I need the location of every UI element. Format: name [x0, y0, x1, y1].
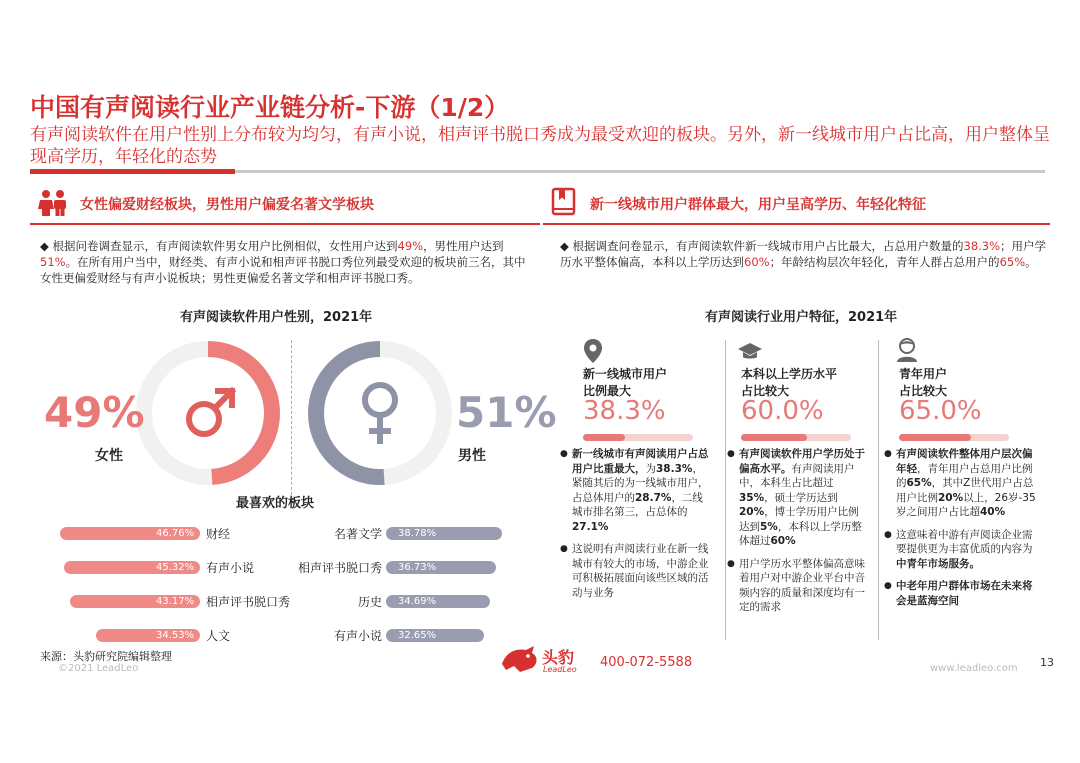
favorite-bar-value: 34.53% — [156, 630, 195, 641]
favorite-bar-row — [60, 561, 280, 574]
list-item: ● 有声阅读软件整体用户层次偏年轻，青年用户占总用户比例的65%，其中Z世代用户占总用户比例20%以上，26岁-35岁之间用户占比超40% — [884, 448, 1036, 518]
features-chart-title: 有声阅读行业用户特征，2021年 — [705, 310, 898, 325]
list-item: ● 有声阅读软件用户学历处于偏高水平。有声阅读用户中，本科生占比超过35%，硕士学历达到20%，博士学历用户比例达到5%，本科以上学历整体超过60% — [727, 448, 865, 547]
right-section-title: 新一线城市用户群体最大，用户呈高学历、年轻化特征 — [590, 197, 926, 213]
favorite-bar-label: 相声评书脱口秀 — [297, 561, 382, 575]
male-percentage: 51% — [456, 388, 557, 437]
favorite-bar-value: 34.69% — [398, 596, 437, 607]
favorite-bar-row — [280, 561, 540, 574]
feature-1-details — [560, 447, 710, 608]
favorite-bar-label: 历史 — [357, 595, 382, 609]
donut-divider — [291, 340, 292, 500]
feature-1-title: 新一线城市用户 比例最大 — [583, 367, 668, 398]
brand-name-en: LeadLeo — [543, 665, 577, 674]
left-intro-text: ◆ 根据问卷调查显示，有声阅读软件男女用户比例相似，女性用户达到49%，男性用户达到51%。在所有用户当中，财经类、有声小说和相声评书脱口秀位列最受欢迎的板块前三名，其中女性更偏爱财经与有声小说板块；男性更偏爱名著文学和相声评书脱口秀。 — [40, 239, 526, 285]
favorite-bar-row — [60, 629, 280, 642]
title-accent-bar — [30, 169, 235, 174]
left-section-title: 女性偏爱财经板块，男性用户偏爱名著文学板块 — [80, 197, 374, 213]
right-section-underline — [543, 223, 1050, 225]
page-subtitle: 有声阅读软件在用户性别上分布较为均匀，有声小说，相声评书脱口秀成为最受欢迎的板块。另外，新一线城市用户占比高，用户整体呈现高学历，年轻化的态势 — [30, 125, 1050, 167]
feature-2-title: 本科以上学历水平 占比较大 — [741, 367, 838, 398]
feature-2-progress — [741, 434, 851, 441]
favorite-bar-label: 有声小说 — [206, 561, 255, 575]
website-url: www.leadleo.com — [930, 663, 1018, 674]
favorite-bar-label: 相声评书脱口秀 — [206, 595, 291, 609]
favorite-bar-value: 38.78% — [398, 528, 437, 539]
favorite-bar-row — [60, 595, 291, 609]
location-pin-icon — [583, 338, 603, 368]
feature-1-percentage: 38.3% — [583, 396, 666, 426]
favorite-bar-row — [280, 595, 540, 608]
favorite-title: 最喜欢的板块 — [236, 496, 315, 511]
title-divider — [235, 170, 1045, 173]
male-favorite-bars — [280, 527, 540, 647]
list-item: ● 用户学历水平整体偏高意味着用户对中游企业平台中音频内容的质量和深度均有一定的需求 — [727, 557, 865, 613]
female-favorite-bars — [60, 527, 291, 647]
favorite-bar-value: 43.17% — [156, 596, 195, 607]
male-label: 男性 — [458, 448, 486, 464]
contact-phone: 400-072-5588 — [600, 655, 693, 670]
graduation-cap-icon — [737, 341, 763, 365]
feature-3-details — [884, 447, 1038, 616]
column-divider-2 — [878, 340, 879, 640]
favorite-bar-row — [60, 527, 280, 540]
leopard-logo-icon — [500, 644, 540, 678]
gender-chart-title: 有声阅读软件用户性别，2021年 — [180, 310, 373, 325]
favorite-bar-value: 36.73% — [398, 562, 437, 573]
feature-3-progress — [899, 434, 1009, 441]
people-icon — [38, 189, 68, 221]
feature-2-details — [727, 447, 869, 623]
favorite-bar-label: 人文 — [206, 629, 231, 643]
list-item: ● 新一线城市有声阅读用户占总用户比重最大，为38.3%，紧随其后的为一线城市用户，占总体用户的28.7%，二线城市排名第三，占总体的27.1% — [560, 448, 709, 533]
feature-1-progress — [583, 434, 693, 441]
male-symbol-icon — [355, 378, 405, 454]
favorite-bar-label: 有声小说 — [333, 629, 382, 643]
list-item: ● 这说明有声阅读行业在新一线城市有较大的市场，中游企业可积极拓展面向该些区域的活动与业务 — [560, 543, 709, 599]
favorite-bar-value: 46.76% — [156, 528, 195, 539]
source-note: 来源：头豹研究院编辑整理 — [40, 650, 172, 663]
copyright: ©2021 LeadLeo — [58, 663, 139, 674]
favorite-bar-value: 45.32% — [156, 562, 195, 573]
column-divider-1 — [725, 340, 726, 640]
page-title: 中国有声阅读行业产业链分析-下游（1/2） — [30, 93, 510, 122]
female-percentage: 49% — [44, 388, 145, 437]
book-icon — [551, 187, 577, 221]
right-intro-text: ◆ 根据调查问卷显示，有声阅读软件新一线城市用户占比最大，占总用户数量的38.3%；用户学历水平整体偏高，本科以上学历达到60%；年龄结构层次年轻化，青年人群占总用户的65%。 — [560, 239, 1047, 269]
list-item: ● 中老年用户群体市场在未来将会是蓝海空间 — [884, 580, 1033, 607]
list-item: ● 这意味着中游有声阅读企业需要提供更为丰富优质的内容为中青年市场服务。 — [884, 528, 1033, 570]
female-symbol-icon — [180, 383, 240, 447]
female-label: 女性 — [95, 448, 123, 464]
favorite-bar-value: 32.65% — [398, 630, 437, 641]
feature-3-percentage: 65.0% — [899, 396, 982, 426]
feature-3-title: 青年用户 占比较大 — [899, 367, 948, 398]
favorite-bar-label: 财经 — [206, 527, 231, 541]
brand-name: 头豹 — [542, 648, 575, 667]
young-person-icon — [895, 337, 919, 367]
favorite-bar-row — [280, 527, 540, 540]
favorite-bar-row — [280, 629, 540, 642]
left-section-underline — [30, 223, 540, 225]
favorite-bar-label: 名著文学 — [333, 527, 382, 541]
feature-2-percentage: 60.0% — [741, 396, 824, 426]
page-number: 13 — [1040, 656, 1054, 669]
